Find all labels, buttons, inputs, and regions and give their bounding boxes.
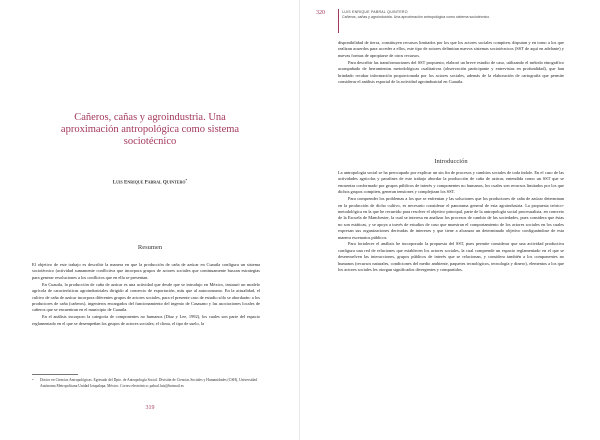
article-title: Cañeros, cañas y agroindustria. Una aproximación antropológica como sistema sociotécnico [60, 112, 240, 147]
footnote-text: Doctor en Ciencias Antropológicas. Egresado del Dpto. de Antropología Social. División de Ciencias Sociales y Humanidades (CSH), Universidad Autónoma Metropolitana Unidad Iztapalapa, México. Correo electrónico: pabral.luis@hotmail.es [40, 378, 258, 388]
running-header [342, 10, 572, 20]
author-name [20, 178, 280, 186]
abstract-body [32, 262, 260, 327]
running-author: LUIS ENRIQUE PABRAL QUINTERO [342, 10, 408, 14]
body-paragraph: Para comprender los problemas a los que se enfrentan y las soluciones que los productores de caña de azúcar determinan en la producción de dicho cultivo, es necesario considerar el panorama general de esta agroindustria. La propuesta teórico-metodológica en la que he recurrido para resolver el objetivo principal, parte de la antropología social procesualista, en concreto de la Escuela de Manchester, la cual se interesa en analizar los procesos de cambio de las sociedades, pues considera que éstas no son estáticas, y se apoya a través de estudios de caso que muestran el comportamiento de los actores sociales en los cuales expresan sus organizaciones derivadas de intereses y que tiene a alcanzar un determinado objetivo configurándose de esta manera escenarios públicos. [338, 196, 564, 240]
footnote [32, 378, 260, 390]
continued-text [338, 40, 564, 85]
body-paragraph: Para fortalecer el análisis he incorporado la propuesta del SST, pues permite considerar que una actividad productiva configura una red de relaciones que establecen los actores sociales, la cual comprende un espacio reglamentado en el que se desenvuelven las interacciones, grupos públicos de interés que se relacionan, y considera también a los componentes no humanos (recursos naturales, condiciones del medio ambiente, paquetes tecnológicos, tecnología y dinero), elementos a los que los actores sociales les otorgan significados divergentes y compartidos. [338, 241, 564, 273]
header-rule [338, 9, 339, 33]
running-title: Cañeros, cañas y agroindustria. Una aproximación antropológica como sistema sociotécnico [342, 15, 490, 20]
abstract-heading: Resumen [137, 244, 163, 251]
page-number-left: 319 [145, 405, 155, 411]
introduction-heading: Introducción [434, 158, 468, 165]
right-page [300, 0, 600, 440]
body-paragraph: La antropología social se ha preocupado por explicar un sin fin de procesos y cambios sociales de toda índole. En el caso de las actividades agrícolas y parafines de este trabajo abordar la producción de caña de azúcar, entendida como un SST que se encuentra conformado por grupos públicos de interés y componentes no humanos, los cuales son recursos limitados por los que dichos grupos compiten, generan tensiones y complejizan los SST. [338, 170, 564, 195]
body-paragraph: disponibilidad de tierra, constituyen recursos limitados por los que los actores sociales compiten, disputan y en torno a los que realizan acuerdos para acceder a ellos, este tipo de actores delimitan nuevos sistemas sociotécnicos (SST de aquí en adelante) y nuevas formas de apropiarse de otros recursos. [338, 40, 564, 58]
introduction-body [338, 170, 564, 274]
footnote-rule [32, 374, 78, 375]
footnote-mark: * [32, 378, 34, 382]
abstract-paragraph: En el análisis incorporo la categoría de componentes no humanos (Díaz y Lee, 1992), los cuales son parte del espacio reglamentado en el que se desempeñan los grupos de actores sociales; el clima, el tipo de suelo, la [32, 314, 260, 326]
page-number-right: 320 [316, 10, 325, 16]
body-paragraph: Para describir las transformaciones del SST propuesto, elaboró un breve estudio de caso, utilizando el método etnográfico acompañado de herramientas metodológicas cualitativas (observación participante y entrevistas en profundidad), que han brindado recabar información proporcionada por los actores sociales, además de la elaboración de cartografía que permite considerar el análisis espacial de la actividad agroindustrial en Cuautla. [338, 59, 564, 84]
author-name-text: Luis Enrique Pabral Quintero [112, 180, 186, 186]
abstract-paragraph: En Cuautla, la producción de caña de azúcar es una actividad que desde que se introdujo en México, instauró un modelo agrícola de características agroindustriales dirigido al comercio de exportación, más que al autoconsumo. En la actualidad, el cultivo de caña de azúcar incorpora diferentes grupos de actores sociales, para el presente caso de estudio sólo se abordarán: a los productores de caña (cañeros), ingenieros encargados del funcionamiento del ingenio de Casasano y las asociaciones locales de cañeros que se encuentran en el municipio de Cuautla. [32, 281, 260, 313]
abstract-paragraph: El objetivo de este trabajo es describir la manera en que la producción de caña de azúcar en Cuautla configura un sistema sociotécnico (actividad sumamente conflictiva que incorpora grupos de actores sociales que continuamente buscan estrategias para generar resoluciones a los conflictos que en ella se presentan. [32, 262, 260, 280]
author-note-mark: * [185, 178, 188, 182]
